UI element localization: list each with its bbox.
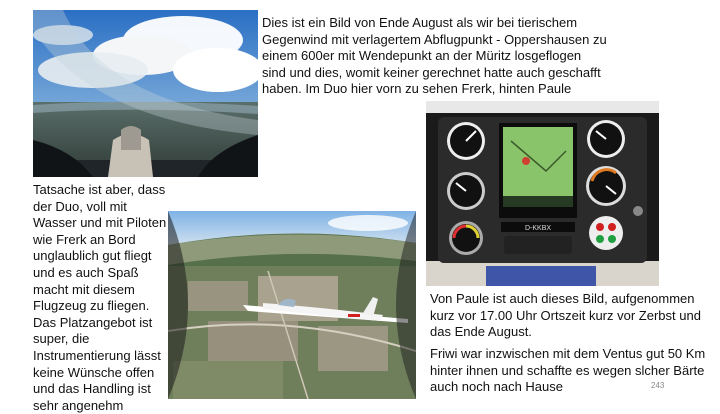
- page-number: 243: [651, 381, 665, 390]
- paragraph-duo-praise: Tatsache ist aber, dass der Duo, voll mit Wasser und mit Piloten wie Frerk an Bord unglaublich gut fliegt und es auch Spaß macht mit diesem Flugzeug zu fliegen. Das Platzangebot ist super, die Instrumentierung lässt keine Wünsche offen und das Handling ist sehr angenehm: [33, 182, 167, 413]
- glider-over-town-photo: [168, 211, 416, 399]
- paragraph-photo-credit: Von Paule ist auch dieses Bild, aufgenommen kurz vor 17.00 Uhr Ortszeit kurz vor Zerbst und das Ende August.: [430, 291, 701, 340]
- paragraph-flight-description: Dies ist ein Bild von Ende August als wir bei tierischem Gegenwind mit verlagertem Abflugpunkt - Oppershausen zu einem 600er mit Wendepunkt an der Müritz losgeflogen sind und dies, womit keiner gerechnet hatte auch geschafft haben. Im Duo hier vorn zu sehen Frerk, hinten Paule: [262, 15, 607, 97]
- panel-callsign: D-KKBX: [524, 225, 552, 232]
- instrument-panel-photo: [426, 101, 659, 286]
- paragraph-friwi-ventus: Friwi war inzwischen mit dem Ventus gut 50 Km hinter ihnen und schaffte es wegen slcher Bärte auch noch nach Hause: [430, 346, 706, 395]
- cockpit-sky-photo: [33, 10, 258, 177]
